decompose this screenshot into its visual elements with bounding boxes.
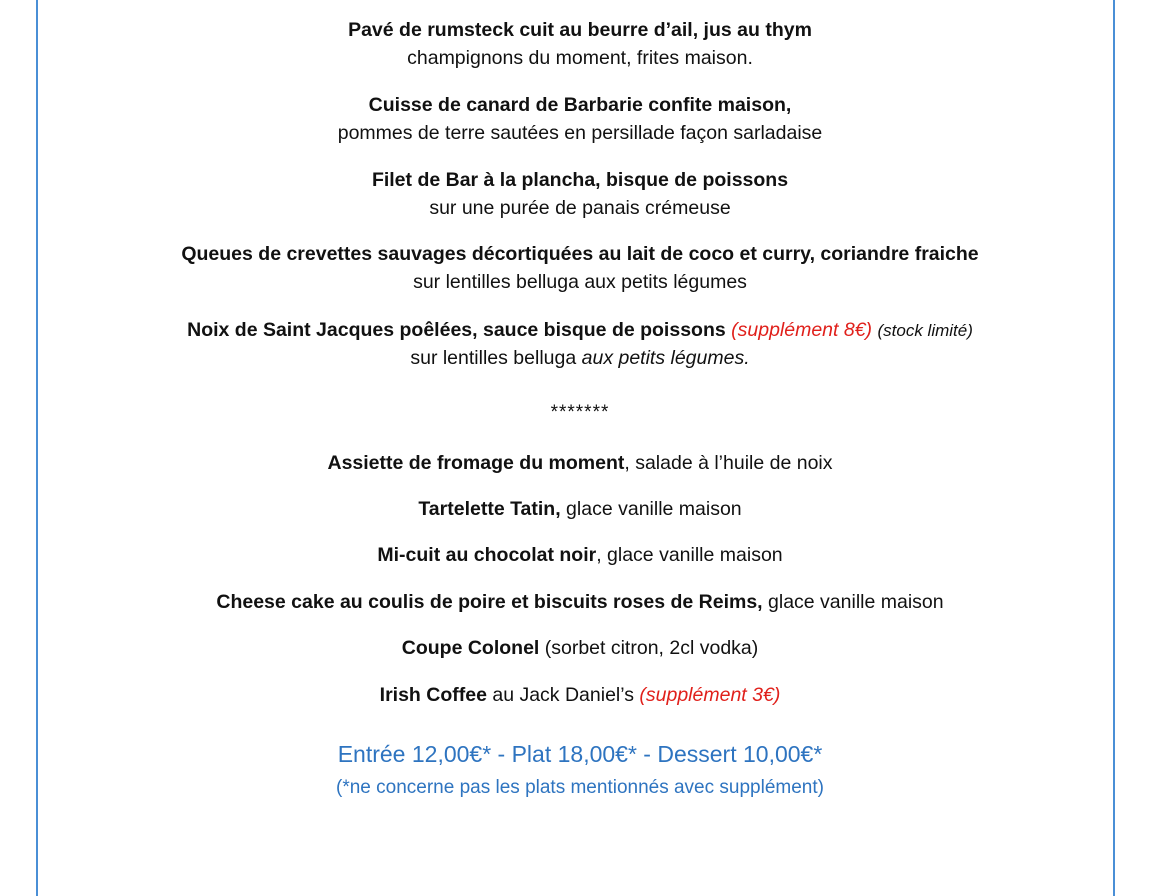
main-5-desc-italic: aux petits légumes.: [581, 347, 750, 369]
main-4-title: Queues de crevettes sauvages décortiquées au lait de coco et curry, coriandre fraiche: [181, 243, 979, 265]
main-3-desc: sur une purée de panais crémeuse: [429, 197, 731, 219]
dessert-4: [0, 589, 1160, 615]
dessert-5-rest: (sorbet citron, 2cl vodka): [539, 637, 759, 659]
dessert-5: [0, 635, 1160, 661]
main-5-stock-note: (stock limité): [877, 321, 973, 340]
main-5-supplement: (supplément 8€): [731, 319, 873, 341]
dessert-2: [0, 496, 1160, 522]
dessert-1-name: Assiette de fromage du moment: [327, 452, 625, 474]
dessert-4-name: Cheese cake au coulis de poire et biscuits roses de Reims,: [216, 591, 763, 613]
dessert-5-name: Coupe Colonel: [401, 637, 540, 659]
menu-prices-note: (*ne concerne pas les plats mentionnés avec supplément): [336, 777, 824, 798]
main-3-title: Filet de Bar à la plancha, bisque de poissons: [371, 169, 789, 191]
main-5-desc: sur lentilles belluga: [410, 347, 577, 369]
dessert-2-name: Tartelette Tatin,: [418, 498, 561, 520]
dessert-3-name: Mi-cuit au chocolat noir: [377, 544, 597, 566]
main-5-title: Noix de Saint Jacques poêlées, sauce bisque de poissons: [187, 319, 726, 341]
dessert-2-rest: glace vanille maison: [560, 498, 742, 520]
main-5-title-line: [0, 317, 1160, 344]
dessert-6-name: Irish Coffee: [379, 684, 487, 706]
section-separator: *******: [550, 402, 610, 423]
main-4-desc: sur lentilles belluga aux petits légumes: [413, 271, 747, 293]
dessert-6: [0, 682, 1160, 708]
dessert-6-supplement: (supplément 3€): [639, 684, 781, 706]
main-2-title: Cuisse de canard de Barbarie confite maison,: [368, 94, 792, 116]
dessert-4-rest: glace vanille maison: [762, 591, 944, 613]
dessert-6-rest: au Jack Daniel’s: [486, 684, 640, 706]
main-2-desc: pommes de terre sautées en persillade façon sarladaise: [337, 122, 823, 144]
menu-prices: Entrée 12,00€* - Plat 18,00€* - Dessert 10,00€*: [337, 741, 823, 767]
dessert-3: [0, 542, 1160, 568]
dessert-3-rest: , glace vanille maison: [596, 544, 783, 566]
main-1-desc: champignons du moment, frites maison.: [407, 47, 753, 69]
main-1-title: Pavé de rumsteck cuit au beurre d’ail, jus au thym: [348, 19, 812, 41]
dessert-1: [0, 450, 1160, 476]
main-5-desc-line: [0, 345, 1160, 371]
dessert-1-rest: , salade à l’huile de noix: [624, 452, 833, 474]
